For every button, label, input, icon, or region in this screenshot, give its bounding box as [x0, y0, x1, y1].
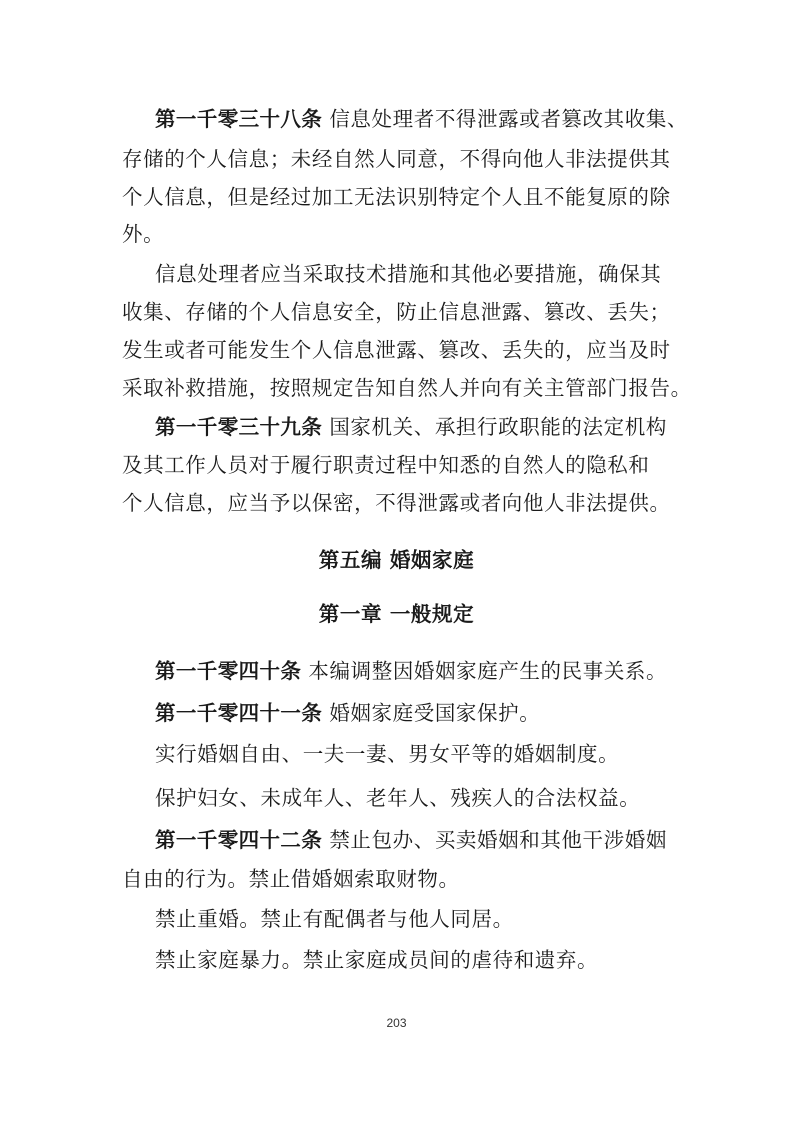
- text-line: 外。: [122, 222, 165, 246]
- text-line: 个人信息，应当予以保密，不得泄露或者向他人非法提供。: [122, 491, 671, 515]
- part-title: 第五编 婚姻家庭: [318, 548, 475, 572]
- text-line: [155, 414, 715, 440]
- article-number: 第一千零四十一条: [155, 701, 323, 725]
- article-number: 第一千零四十二条: [155, 828, 323, 852]
- article-number: 第一千零三十九条: [155, 415, 323, 439]
- page-number: 203: [386, 1016, 407, 1030]
- article-text: 禁止包办、买卖婚姻和其他干涉婚姻: [322, 828, 667, 852]
- text-line: [155, 658, 715, 684]
- text-line: 存储的个人信息；未经自然人同意，不得向他人非法提供其: [122, 147, 671, 171]
- text-line: 信息处理者应当采取技术措施和其他必要措施，确保其: [155, 262, 662, 286]
- chapter-title: 第一章 一般规定: [318, 602, 475, 626]
- article-number: 第一千零四十条: [155, 659, 302, 683]
- text-line: 及其工作人员对于履行职责过程中知悉的自然人的隐私和: [122, 453, 650, 477]
- text-line: 个人信息，但是经过加工无法识别特定个人且不能复原的除: [122, 185, 671, 209]
- text-line: 禁止家庭暴力。禁止家庭成员间的虐待和遗弃。: [155, 948, 599, 972]
- text-line: 发生或者可能发生个人信息泄露、篡改、丢失的，应当及时: [122, 338, 671, 362]
- text-line: [155, 827, 715, 853]
- article-text: 国家机关、承担行政职能的法定机构: [322, 415, 667, 439]
- text-line: 自由的行为。禁止借婚姻索取财物。: [122, 867, 460, 891]
- article-text: 婚姻家庭受国家保护。: [322, 701, 541, 725]
- text-line: [155, 106, 715, 132]
- text-line: [155, 700, 715, 726]
- article-number: 第一千零三十八条: [155, 107, 323, 131]
- article-text: 本编调整因婚姻家庭产生的民事关系。: [301, 659, 668, 683]
- article-text: 信息处理者不得泄露或者篡改其收集、: [322, 107, 689, 131]
- text-line: 禁止重婚。禁止有配偶者与他人同居。: [155, 907, 514, 931]
- text-line: 实行婚姻自由、一夫一妻、男女平等的婚姻制度。: [155, 742, 620, 766]
- text-line: 保护妇女、未成年人、老年人、残疾人的合法权益。: [155, 786, 641, 810]
- text-line: 收集、存储的个人信息安全，防止信息泄露、篡改、丢失；: [122, 300, 671, 324]
- text-line: 采取补救措施，按照规定告知自然人并向有关主管部门报告。: [122, 376, 692, 400]
